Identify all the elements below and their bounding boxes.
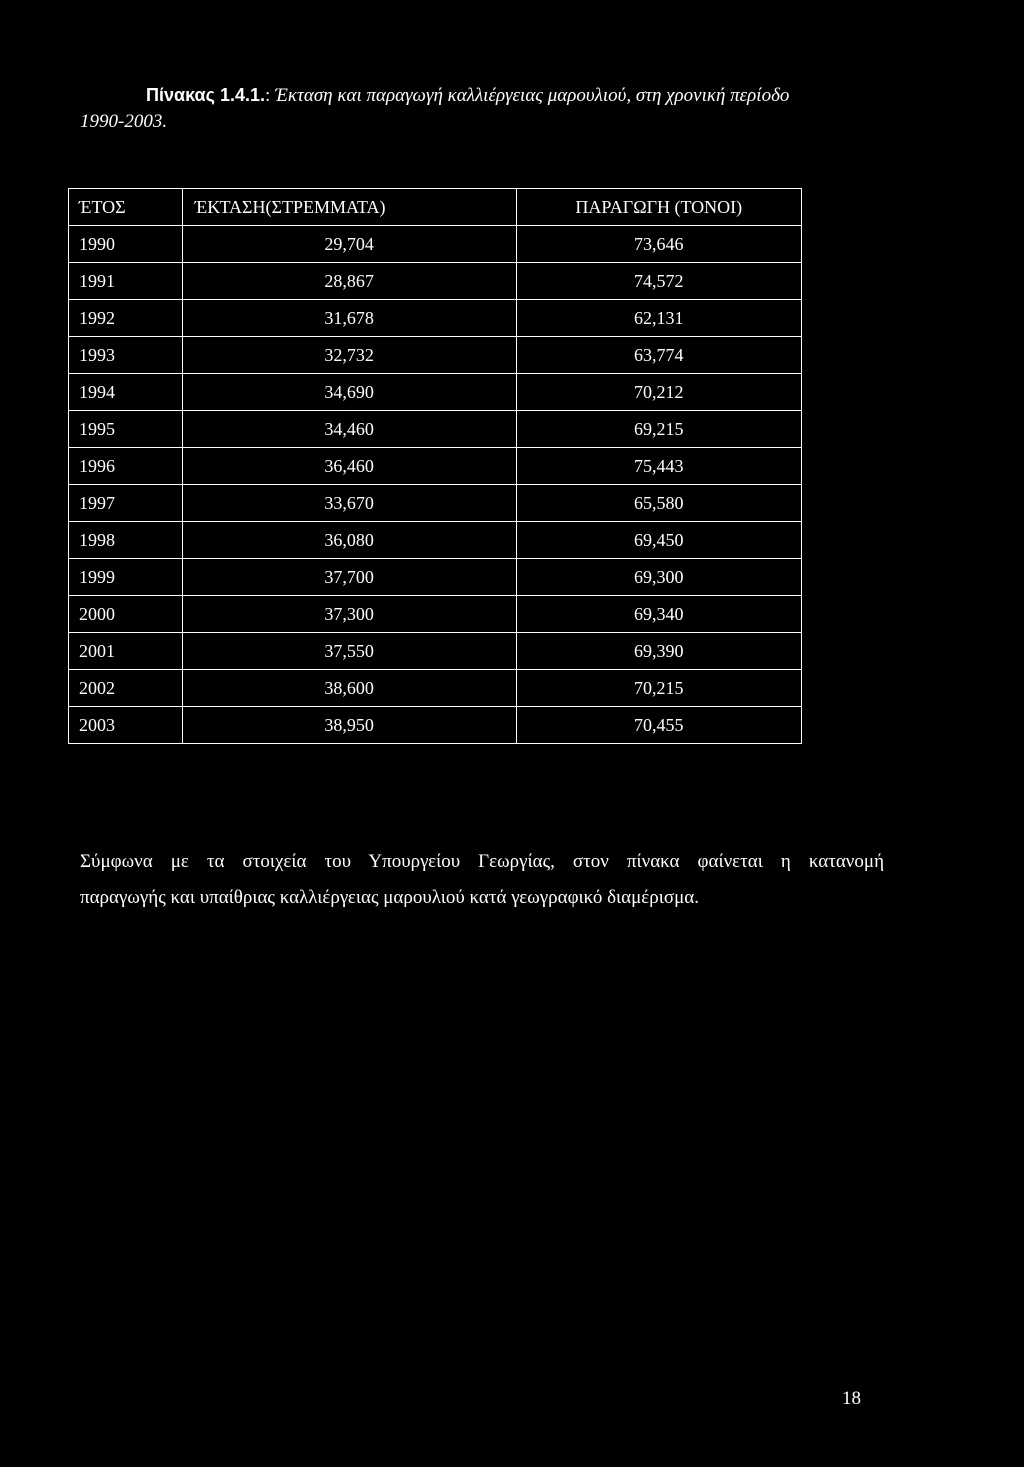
cell-production: 70,212 <box>516 374 801 411</box>
header-production: ΠΑΡΑΓΩΓΗ (ΤΟΝΟΙ) <box>516 189 801 226</box>
cell-year: 1993 <box>69 337 183 374</box>
caption-description: Έκταση και παραγωγή καλλιέργειας μαρουλιού, στη χρονική περίοδο <box>275 85 790 106</box>
cell-production: 70,455 <box>516 707 801 744</box>
cell-year: 2000 <box>69 596 183 633</box>
table-row <box>69 300 802 337</box>
cell-year: 1997 <box>69 485 183 522</box>
header-year: ΈΤΟΣ <box>69 189 183 226</box>
table-row <box>69 448 802 485</box>
cell-year: 2002 <box>69 670 183 707</box>
cell-area: 32,732 <box>182 337 516 374</box>
cell-area: 34,690 <box>182 374 516 411</box>
caption-period: 1990-2003. <box>80 111 168 132</box>
table-caption <box>80 82 900 135</box>
page-number: 18 <box>842 1388 861 1409</box>
cell-area: 29,704 <box>182 226 516 263</box>
cell-area: 31,678 <box>182 300 516 337</box>
table-row <box>69 226 802 263</box>
cell-production: 63,774 <box>516 337 801 374</box>
cell-year: 1990 <box>69 226 183 263</box>
cell-area: 34,460 <box>182 411 516 448</box>
cell-year: 1996 <box>69 448 183 485</box>
table-row <box>69 559 802 596</box>
table-row <box>69 337 802 374</box>
caption-label: Πίνακας 1.4.1. <box>146 85 265 105</box>
lettuce-data-table <box>68 188 802 744</box>
header-area: ΈΚΤΑΣΗ(ΣΤΡΕΜΜΑΤΑ) <box>182 189 516 226</box>
table-row <box>69 633 802 670</box>
cell-area: 36,460 <box>182 448 516 485</box>
cell-year: 2003 <box>69 707 183 744</box>
cell-area: 38,950 <box>182 707 516 744</box>
cell-area: 37,550 <box>182 633 516 670</box>
cell-production: 74,572 <box>516 263 801 300</box>
body-paragraph <box>80 844 884 916</box>
cell-production: 62,131 <box>516 300 801 337</box>
cell-area: 37,300 <box>182 596 516 633</box>
table-body <box>69 226 802 744</box>
caption-separator: : <box>264 85 271 106</box>
cell-area: 38,600 <box>182 670 516 707</box>
cell-year: 1992 <box>69 300 183 337</box>
cell-year: 1994 <box>69 374 183 411</box>
table-row <box>69 263 802 300</box>
table-row <box>69 596 802 633</box>
cell-production: 65,580 <box>516 485 801 522</box>
table-row <box>69 374 802 411</box>
cell-production: 69,300 <box>516 559 801 596</box>
cell-production: 69,450 <box>516 522 801 559</box>
table-row <box>69 485 802 522</box>
cell-production: 69,390 <box>516 633 801 670</box>
paragraph-line-2: παραγωγής και υπαίθριας καλλιέργειας μαρουλιού κατά γεωγραφικό διαμέρισμα. <box>80 887 699 908</box>
cell-year: 1995 <box>69 411 183 448</box>
cell-production: 75,443 <box>516 448 801 485</box>
table-row <box>69 707 802 744</box>
cell-year: 2001 <box>69 633 183 670</box>
cell-area: 36,080 <box>182 522 516 559</box>
cell-production: 69,340 <box>516 596 801 633</box>
cell-year: 1999 <box>69 559 183 596</box>
table-row <box>69 411 802 448</box>
cell-production: 69,215 <box>516 411 801 448</box>
cell-production: 73,646 <box>516 226 801 263</box>
cell-year: 1991 <box>69 263 183 300</box>
cell-area: 33,670 <box>182 485 516 522</box>
cell-area: 28,867 <box>182 263 516 300</box>
paragraph-line-1: Σύμφωνα με τα στοιχεία του Υπουργείου Γεωργίας, στον πίνακα φαίνεται η κατανομή <box>80 851 884 872</box>
table-header-row <box>69 189 802 226</box>
cell-year: 1998 <box>69 522 183 559</box>
table-row <box>69 522 802 559</box>
cell-area: 37,700 <box>182 559 516 596</box>
table-row <box>69 670 802 707</box>
cell-production: 70,215 <box>516 670 801 707</box>
